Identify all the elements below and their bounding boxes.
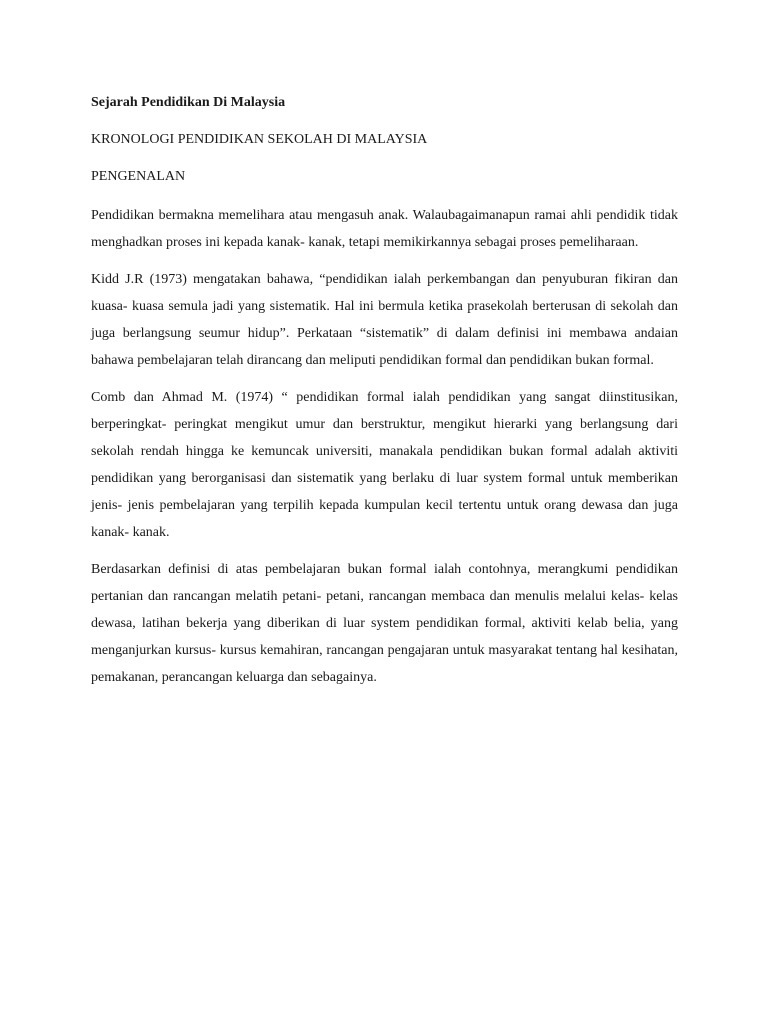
paragraph-2: Kidd J.R (1973) mengatakan bahawa, “pendidikan ialah perkembangan dan penyuburan fikiran dan kuasa- kuasa semula jadi yang sistematik. Hal ini bermula ketika prasekolah berterusan di sekolah dan juga berlangsung seumur hidup”. Perkataan “sistematik” di dalam definisi ini membawa andaian bahawa pembelajaran telah dirancang dan meliputi pendidikan formal dan pendidikan bukan formal. [91, 272, 678, 368]
paragraph-1: Pendidikan bermakna memelihara atau mengasuh anak. Walaubagaimanapun ramai ahli pendidik tidak menghadkan proses ini kepada kanak- kanak, tetapi memikirkannya sebagai proses pemeliharaan. [91, 208, 678, 250]
paragraph-3: Comb dan Ahmad M. (1974) “ pendidikan formal ialah pendidikan yang sangat diinstitusikan, berperingkat- peringkat mengikut umur dan berstruktur, mengikut hierarki yang berlangsung dari sekolah rendah hingga ke kemuncak universiti, manakala pendidikan bukan formal adalah aktiviti pendidikan yang berorganisasi dan sistematik yang berlaku di luar system formal untuk memberikan jenis- jenis pembelajaran yang terpilih kepada kumpulan kecil tertentu untuk orang dewasa dan juga kanak- kanak. [91, 390, 678, 540]
section-heading: PENGENALAN [91, 169, 186, 184]
document-title: Sejarah Pendidikan Di Malaysia [91, 95, 286, 110]
document-subtitle: KRONOLOGI PENDIDIKAN SEKOLAH DI MALAYSIA [91, 132, 428, 147]
paragraph-4: Berdasarkan definisi di atas pembelajaran bukan formal ialah contohnya, merangkumi pendidikan pertanian dan rancangan melatih petani- petani, rancangan membaca dan menulis melalui kelas- kelas dewasa, latihan bekerja yang diberikan di luar system pendidikan formal, aktiviti kelab belia, yang menganjurkan kursus- kursus kemahiran, rancangan pengajaran untuk masyarakat tentang hal kesihatan, pemakanan, perancangan keluarga dan sebagainya. [91, 562, 678, 685]
